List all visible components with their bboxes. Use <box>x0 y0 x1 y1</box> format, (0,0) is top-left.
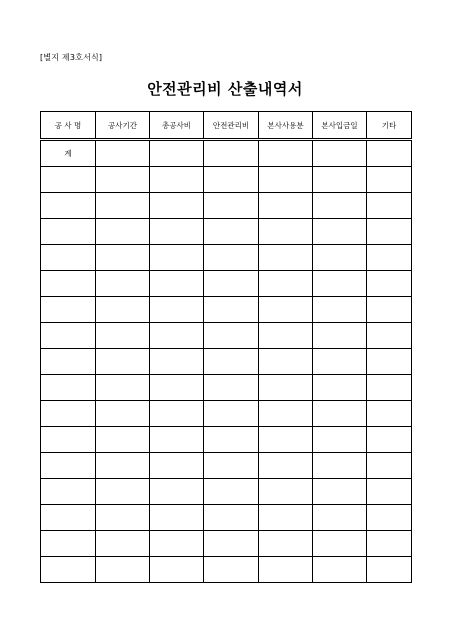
table-cell <box>367 557 412 583</box>
table-cell <box>150 375 204 401</box>
table-cell <box>96 453 150 479</box>
header-project-name: 공 사 명 <box>41 112 96 140</box>
table-cell <box>313 401 367 427</box>
table-cell <box>367 531 412 557</box>
table-cell <box>313 245 367 271</box>
table-cell <box>313 375 367 401</box>
table-cell <box>259 401 313 427</box>
table-cell <box>96 167 150 193</box>
table-cell <box>313 167 367 193</box>
table-cell <box>367 427 412 453</box>
table-cell <box>150 427 204 453</box>
table-cell <box>367 349 412 375</box>
table-cell <box>259 505 313 531</box>
cost-breakdown-table <box>40 111 412 583</box>
table-cell <box>313 479 367 505</box>
table-cell <box>367 193 412 219</box>
table-row <box>41 271 412 297</box>
table-row <box>41 505 412 531</box>
table-cell <box>41 245 96 271</box>
table-cell <box>41 297 96 323</box>
table-cell <box>259 349 313 375</box>
document-title: 안전관리비 산출내역서 <box>147 80 303 98</box>
table-cell <box>96 479 150 505</box>
table-cell <box>313 271 367 297</box>
table-body <box>41 140 412 583</box>
table-row <box>41 167 412 193</box>
table-cell <box>259 271 313 297</box>
table-cell: 계 <box>41 140 96 167</box>
total-row <box>41 140 412 167</box>
table-cell <box>96 505 150 531</box>
table-cell <box>204 193 259 219</box>
table-cell <box>259 193 313 219</box>
table-cell <box>313 557 367 583</box>
table-cell <box>313 453 367 479</box>
table-cell <box>204 219 259 245</box>
table-row <box>41 245 412 271</box>
table-cell <box>313 349 367 375</box>
table-cell <box>96 427 150 453</box>
table-row <box>41 193 412 219</box>
table-cell <box>96 401 150 427</box>
table-cell <box>204 453 259 479</box>
table-cell <box>367 271 412 297</box>
table-cell <box>367 245 412 271</box>
table-cell <box>96 323 150 349</box>
table-cell <box>150 271 204 297</box>
table-cell <box>204 297 259 323</box>
table-cell <box>313 505 367 531</box>
table-cell <box>150 401 204 427</box>
table-cell <box>259 557 313 583</box>
table-cell <box>204 557 259 583</box>
table-cell <box>41 479 96 505</box>
table-cell <box>96 297 150 323</box>
table-cell <box>204 401 259 427</box>
table-header-row <box>41 112 412 140</box>
table-cell <box>150 167 204 193</box>
table-cell <box>96 531 150 557</box>
table-row <box>41 531 412 557</box>
table-cell <box>96 245 150 271</box>
table-cell <box>367 375 412 401</box>
header-other: 기타 <box>367 112 412 140</box>
table-cell <box>204 375 259 401</box>
table-cell <box>150 349 204 375</box>
table-cell <box>96 140 150 167</box>
table-cell <box>204 167 259 193</box>
table-cell <box>313 219 367 245</box>
table-row <box>41 349 412 375</box>
header-head-office-deposit-date: 본사입금일 <box>313 112 367 140</box>
table-row <box>41 297 412 323</box>
table-cell <box>259 375 313 401</box>
table-cell <box>41 193 96 219</box>
table-cell <box>367 140 412 167</box>
table-cell <box>41 453 96 479</box>
table-cell <box>313 140 367 167</box>
table-cell <box>313 297 367 323</box>
table-cell <box>150 531 204 557</box>
table-cell <box>259 323 313 349</box>
table-cell <box>204 271 259 297</box>
table-cell <box>41 167 96 193</box>
header-total-construction-cost: 총공사비 <box>150 112 204 140</box>
table-cell <box>150 323 204 349</box>
table-cell <box>150 453 204 479</box>
table-cell <box>204 140 259 167</box>
table-cell <box>96 349 150 375</box>
table-cell <box>367 323 412 349</box>
table-cell <box>204 427 259 453</box>
table-cell <box>367 453 412 479</box>
table-row <box>41 479 412 505</box>
table-cell <box>96 375 150 401</box>
table-cell <box>204 505 259 531</box>
table-cell <box>41 323 96 349</box>
table-cell <box>313 531 367 557</box>
table-cell <box>41 271 96 297</box>
table-cell <box>259 245 313 271</box>
table-cell <box>367 505 412 531</box>
table-cell <box>41 401 96 427</box>
table-row <box>41 219 412 245</box>
table-cell <box>204 531 259 557</box>
table-cell <box>259 479 313 505</box>
table-row <box>41 453 412 479</box>
table-cell <box>41 427 96 453</box>
table-cell <box>150 140 204 167</box>
table-cell <box>96 271 150 297</box>
table-cell <box>367 219 412 245</box>
table-cell <box>96 557 150 583</box>
table-cell <box>150 505 204 531</box>
table-cell <box>259 453 313 479</box>
table-cell <box>259 427 313 453</box>
table-cell <box>204 323 259 349</box>
table-cell <box>204 349 259 375</box>
table-cell <box>41 505 96 531</box>
table-row <box>41 557 412 583</box>
table-cell <box>150 193 204 219</box>
table-cell <box>41 531 96 557</box>
table-cell <box>150 297 204 323</box>
table-cell <box>313 427 367 453</box>
table-cell <box>41 375 96 401</box>
table-cell <box>313 323 367 349</box>
form-number-label: [별지 제3호서식] <box>40 53 103 62</box>
table-row <box>41 427 412 453</box>
table-cell <box>367 297 412 323</box>
table-cell <box>259 167 313 193</box>
table-cell <box>259 531 313 557</box>
table-cell <box>204 479 259 505</box>
header-safety-management-cost: 안전관리비 <box>204 112 259 140</box>
table-cell <box>367 167 412 193</box>
table-cell <box>367 479 412 505</box>
header-head-office-usage: 본사사용분 <box>259 112 313 140</box>
table-cell <box>259 140 313 167</box>
table-row <box>41 375 412 401</box>
table-cell <box>259 297 313 323</box>
table-cell <box>150 479 204 505</box>
table-cell <box>150 557 204 583</box>
table-cell <box>41 219 96 245</box>
table-cell <box>259 219 313 245</box>
table-cell <box>367 401 412 427</box>
header-construction-period: 공사기간 <box>96 112 150 140</box>
table-cell <box>313 193 367 219</box>
table-cell <box>41 557 96 583</box>
table-row <box>41 401 412 427</box>
table-cell <box>150 219 204 245</box>
table-cell <box>96 193 150 219</box>
table-cell <box>96 219 150 245</box>
table-cell <box>41 349 96 375</box>
table-row <box>41 323 412 349</box>
table-cell <box>204 245 259 271</box>
table-cell <box>150 245 204 271</box>
